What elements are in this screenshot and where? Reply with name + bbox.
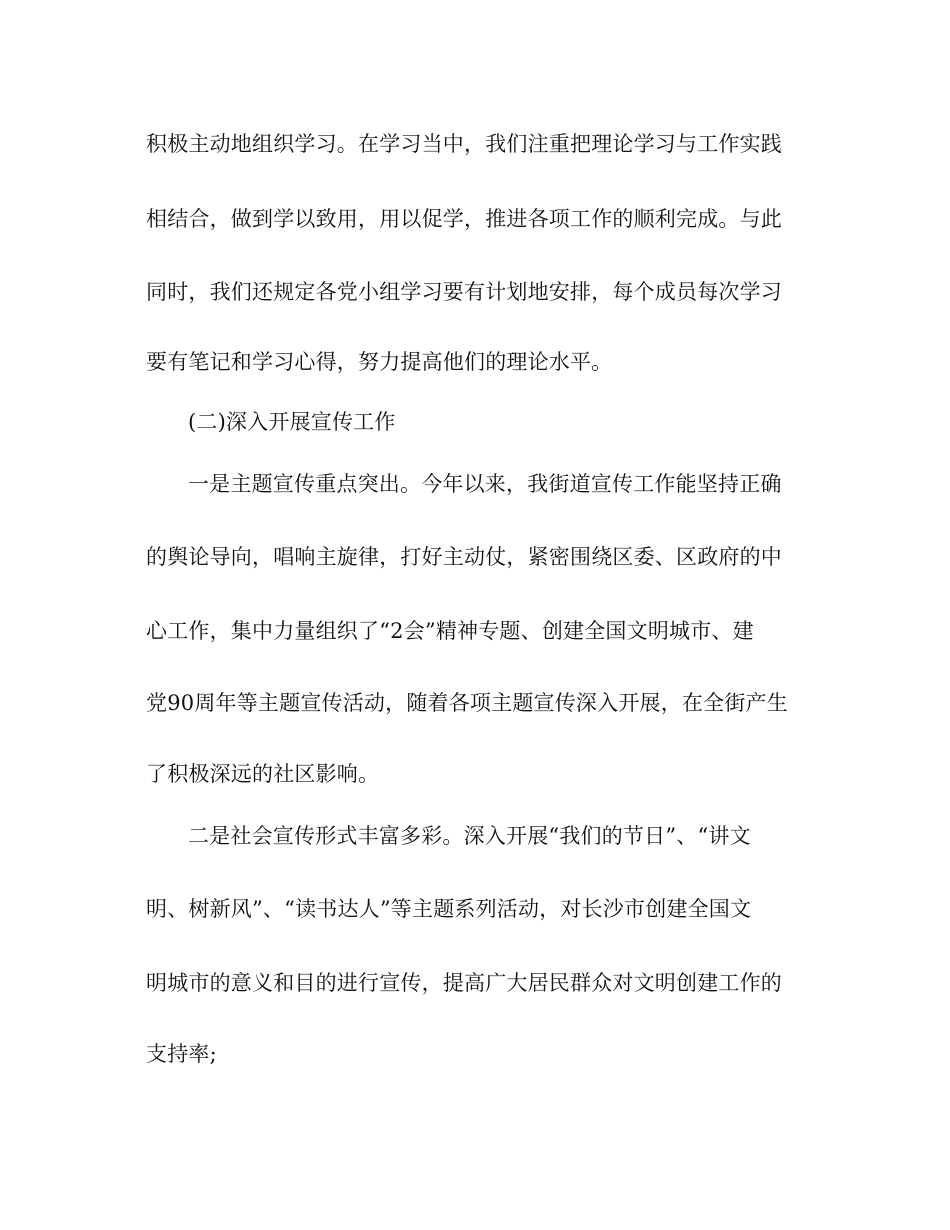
text-line: 支持率; <box>146 1042 217 1066</box>
text-line: 相结合，做到学以致用，用以促学，推进各项工作的顺利完成。与此 <box>146 207 782 231</box>
section-heading: (二)深入开展宣传工作 <box>188 410 396 434</box>
text-line: 心工作，集中力量组织了“2会”精神专题、创建全国文明城市、建 <box>146 619 754 643</box>
text-line: 的舆论导向，唱响主旋律，打好主动仗，紧密围绕区委、区政府的中 <box>146 545 782 569</box>
text-line: 一是主题宣传重点突出。今年以来，我街道宣传工作能坚持正确 <box>188 472 782 496</box>
text-line: 党90周年等主题宣传活动，随着各项主题宣传深入开展，在全街产生 <box>146 691 788 715</box>
text-line: 同时，我们还规定各党小组学习要有计划地安排，每个成员每次学习 <box>146 280 782 304</box>
text-line: 明城市的意义和目的进行宣传，提高广大居民群众对文明创建工作的 <box>146 971 782 995</box>
text-line: 了积极深远的社区影响。 <box>146 762 380 786</box>
text-line: 二是社会宣传形式丰富多彩。深入开展“我们的节日”、“讲文 <box>188 824 751 848</box>
text-line: 要有笔记和学习心得，努力提高他们的理论水平。 <box>146 350 613 374</box>
text-line: 积极主动地组织学习。在学习当中，我们注重把理论学习与工作实践 <box>146 132 782 156</box>
text-line: 明、树新风”、“读书达人”等主题系列活动，对长沙市创建全国文 <box>146 897 752 921</box>
